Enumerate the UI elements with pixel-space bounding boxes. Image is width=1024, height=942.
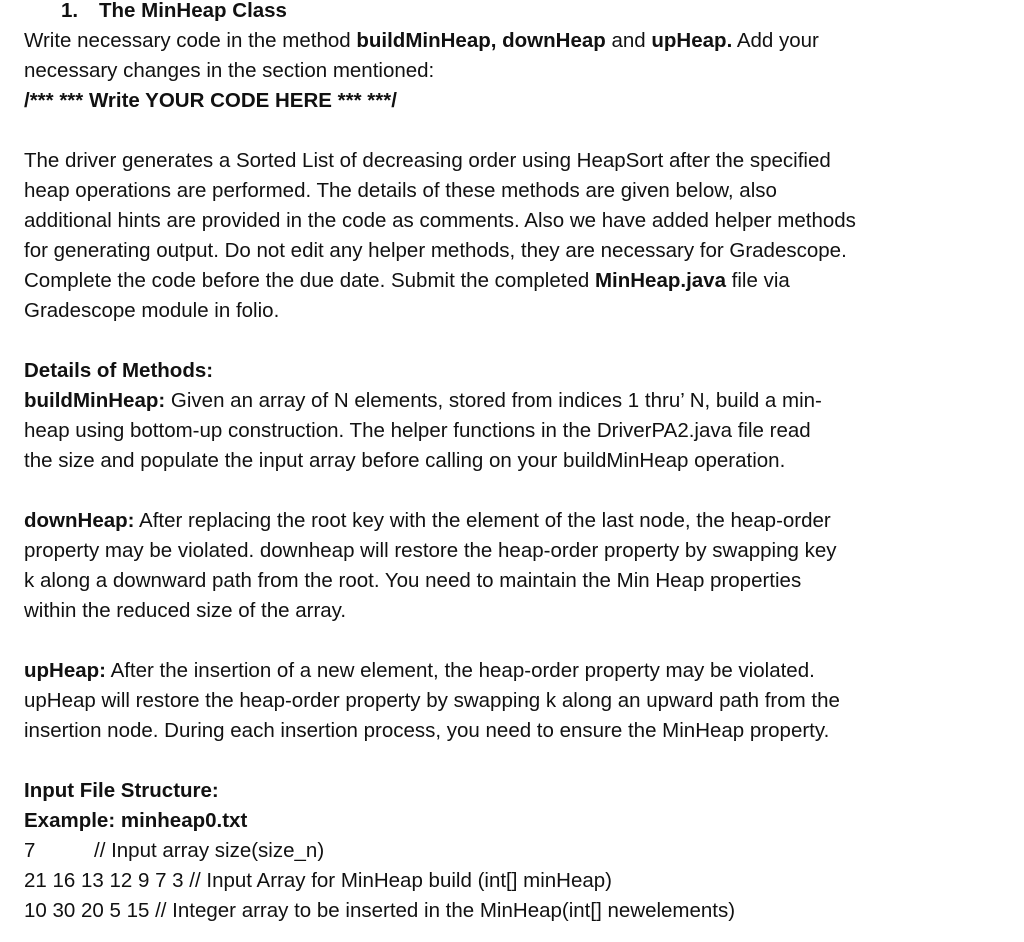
input-size-line [24, 836, 1014, 866]
driver-text: file via [725, 269, 790, 292]
example-filename: Example: minheap0.txt [24, 809, 248, 832]
up-term: upHeap: [24, 659, 106, 682]
driver-line-6: Gradescope module in folio. [24, 299, 280, 322]
down-term: downHeap: [24, 509, 135, 532]
document-body [24, 0, 1014, 926]
build-term: buildMinHeap: [24, 389, 166, 412]
up-line-1 [24, 656, 1014, 686]
build-line-2: heap using bottom-up construction. The helper functions in the DriverPA2.java file read [24, 419, 811, 442]
insert-array-line: 10 30 20 5 15 // Integer array to be inserted in the MinHeap(int[] newelements) [24, 899, 736, 922]
intro-line-2: necessary changes in the section mentioned: [24, 59, 435, 82]
size-value: 7 [24, 839, 36, 862]
driver-line-1: The driver generates a Sorted List of decreasing order using HeapSort after the specified [24, 149, 831, 172]
down-line-1 [24, 506, 1014, 536]
driver-text: Complete the code before the due date. Submit the completed [24, 269, 595, 292]
intro-upheap: upHeap. [651, 29, 733, 52]
intro-methods: buildMinHeap, downHeap [356, 29, 606, 52]
file-name: MinHeap.java [594, 269, 726, 292]
build-line-3: the size and populate the input array before calling on your buildMinHeap operation. [24, 449, 786, 472]
build-line-1 [24, 386, 1014, 416]
down-line-4: within the reduced size of the array. [24, 599, 347, 622]
up-line-2: upHeap will restore the heap-order property by swapping k along an upward path from the [24, 689, 840, 712]
size-comment: // Input array size(size_n) [94, 839, 325, 862]
down-text: After replacing the root key with the element of the last node, the heap-order [134, 509, 831, 532]
section-number: 1. [61, 0, 79, 22]
details-heading: Details of Methods: [24, 359, 214, 382]
driver-line-4: for generating output. Do not edit any helper methods, they are necessary for Gradescope. [24, 239, 847, 262]
intro-line-1 [24, 26, 1014, 56]
driver-line-5 [24, 266, 1014, 296]
down-line-2: property may be violated. downheap will restore the heap-order property by swapping key [24, 539, 837, 562]
code-marker: /*** *** Write YOUR CODE HERE *** ***/ [24, 89, 397, 112]
section-heading [61, 0, 1024, 26]
intro-text: Add your [732, 29, 819, 52]
build-text: Given an array of N elements, stored from indices 1 thru’ N, build a min- [165, 389, 822, 412]
intro-text: and [605, 29, 652, 52]
up-text: After the insertion of a new element, the heap-order property may be violated. [106, 659, 815, 682]
input-array-line: 21 16 13 12 9 7 3 // Input Array for MinHeap build (int[] minHeap) [24, 869, 612, 892]
driver-line-3: additional hints are provided in the code as comments. Also we have added helper methods [24, 209, 856, 232]
down-line-3: k along a downward path from the root. You need to maintain the Min Heap properties [24, 569, 802, 592]
input-heading: Input File Structure: [24, 779, 219, 802]
section-title: The MinHeap Class [99, 0, 287, 22]
up-line-3: insertion node. During each insertion process, you need to ensure the MinHeap property. [24, 719, 830, 742]
intro-text: Write necessary code in the method [24, 29, 357, 52]
driver-line-2: heap operations are performed. The details of these methods are given below, also [24, 179, 777, 202]
